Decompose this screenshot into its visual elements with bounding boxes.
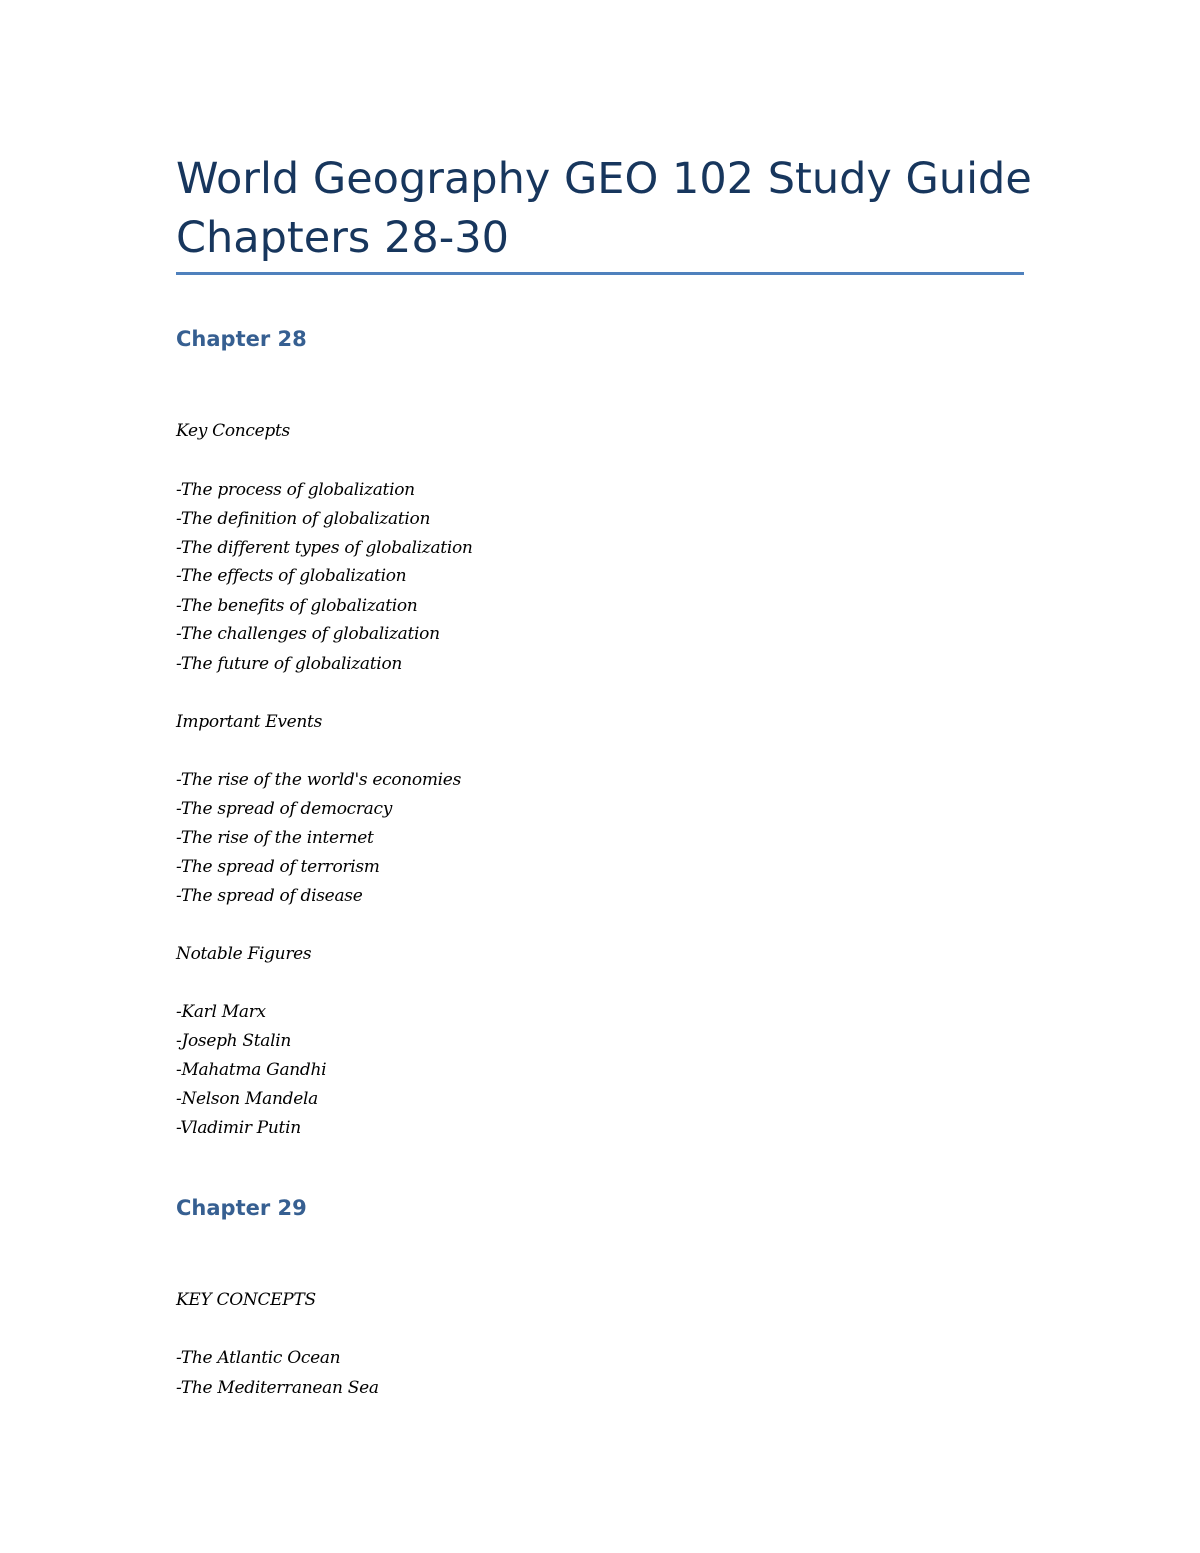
list-item: -The effects of globalization <box>176 566 407 586</box>
list-item: -The rise of the world's economies <box>176 770 461 790</box>
list-item: -Mahatma Gandhi <box>176 1060 327 1080</box>
list-item: -The process of globalization <box>176 480 415 500</box>
list-item: -The Mediterranean Sea <box>176 1378 379 1398</box>
list-item: -The Atlantic Ocean <box>176 1348 341 1368</box>
list-item: -The challenges of globalization <box>176 624 440 644</box>
list-item: -The definition of globalization <box>176 509 431 529</box>
list-item: -The spread of democracy <box>176 799 393 819</box>
list-item: -Nelson Mandela <box>176 1089 318 1109</box>
title-line-1: World Geography GEO 102 Study Guide <box>176 154 1032 204</box>
list-item: -The rise of the internet <box>176 828 374 848</box>
document-title <box>176 150 1036 268</box>
chapter-heading: Chapter 28 <box>176 327 307 351</box>
list-item: -The benefits of globalization <box>176 596 418 616</box>
section-label: KEY CONCEPTS <box>176 1290 316 1310</box>
list-item: -Joseph Stalin <box>176 1031 292 1051</box>
list-item: -Karl Marx <box>176 1002 266 1022</box>
list-item: -The spread of disease <box>176 886 363 906</box>
title-divider <box>176 272 1024 275</box>
list-item: -The different types of globalization <box>176 538 473 558</box>
section-label: Key Concepts <box>176 421 290 441</box>
chapter-heading: Chapter 29 <box>176 1196 307 1220</box>
list-item: -Vladimir Putin <box>176 1118 301 1138</box>
section-label: Important Events <box>176 712 323 732</box>
list-item: -The future of globalization <box>176 654 403 674</box>
list-item: -The spread of terrorism <box>176 857 380 877</box>
section-label: Notable Figures <box>176 944 312 964</box>
title-line-2: Chapters 28-30 <box>176 213 509 263</box>
